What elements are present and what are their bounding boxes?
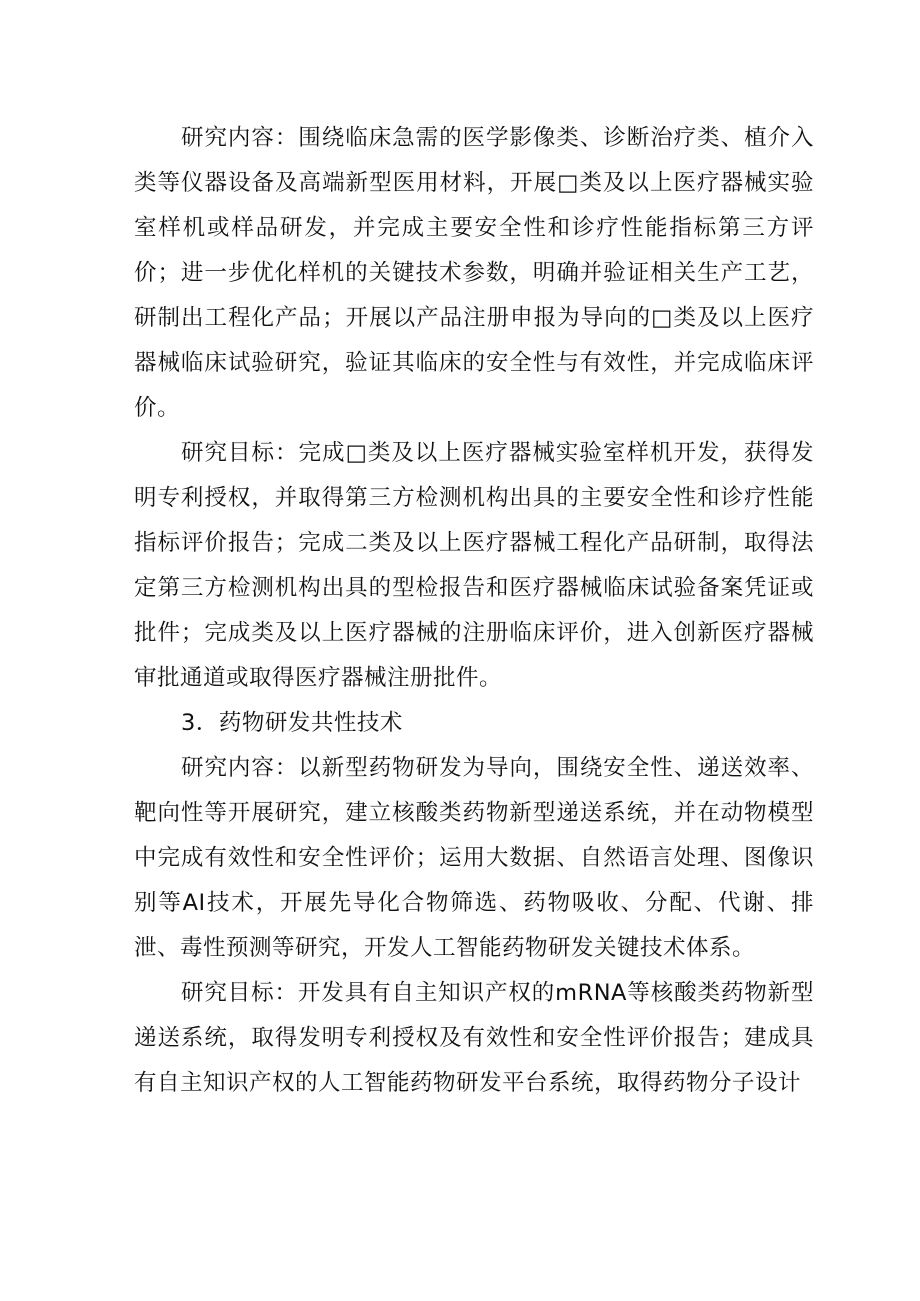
paragraph-research-goals-devices: 研究目标：完成□类及以上医疗器械实验室样机开发，获得发明专利授权，并取得第三方检测机构出具的主要安全性和诊疗性能指标评价报告；完成二类及以上医疗器械工程化产品研制，取得法定第三方检测机构出具的型检报告和医疗器械临床试验备案凭证或批件；完成类及以上医疗器械的注册临床评价，进入创新医疗器械审批通道或取得医疗器械注册批件。	[134, 440, 814, 691]
document-body	[134, 116, 814, 1106]
section-heading-drug-rd: 3．药物研发共性技术	[181, 710, 403, 736]
paragraph-research-content-drugs: 研究内容：以新型药物研发为导向，围绕安全性、递送效率、靶向性等开展研究，建立核酸类药物新型递送系统，并在动物模型中完成有效性和安全性评价；运用大数据、自然语言处理、图像识别等AI技术，开展先导化合物筛选、药物吸收、分配、代谢、排泄、毒性预测等研究，开发人工智能药物研发关键技术体系。	[134, 755, 814, 961]
paragraph-research-content-devices: 研究内容：围绕临床急需的医学影像类、诊断治疗类、植介入类等仪器设备及高端新型医用材料，开展□类及以上医疗器械实验室样机或样品研发，并完成主要安全性和诊疗性能指标第三方评价；进一步优化样机的关键技术参数，明确并验证相关生产工艺，研制出工程化产品；开展以产品注册申报为导向的□类及以上医疗器械临床试验研究，验证其临床的安全性与有效性，并完成临床评价。	[134, 125, 814, 421]
paragraph-research-goals-drugs: 研究目标：开发具有自主知识产权的mRNA等核酸类药物新型递送系统，取得发明专利授权及有效性和安全性评价报告；建成具有自主知识产权的人工智能药物研发平台系统，取得药物分子设计	[134, 980, 814, 1096]
